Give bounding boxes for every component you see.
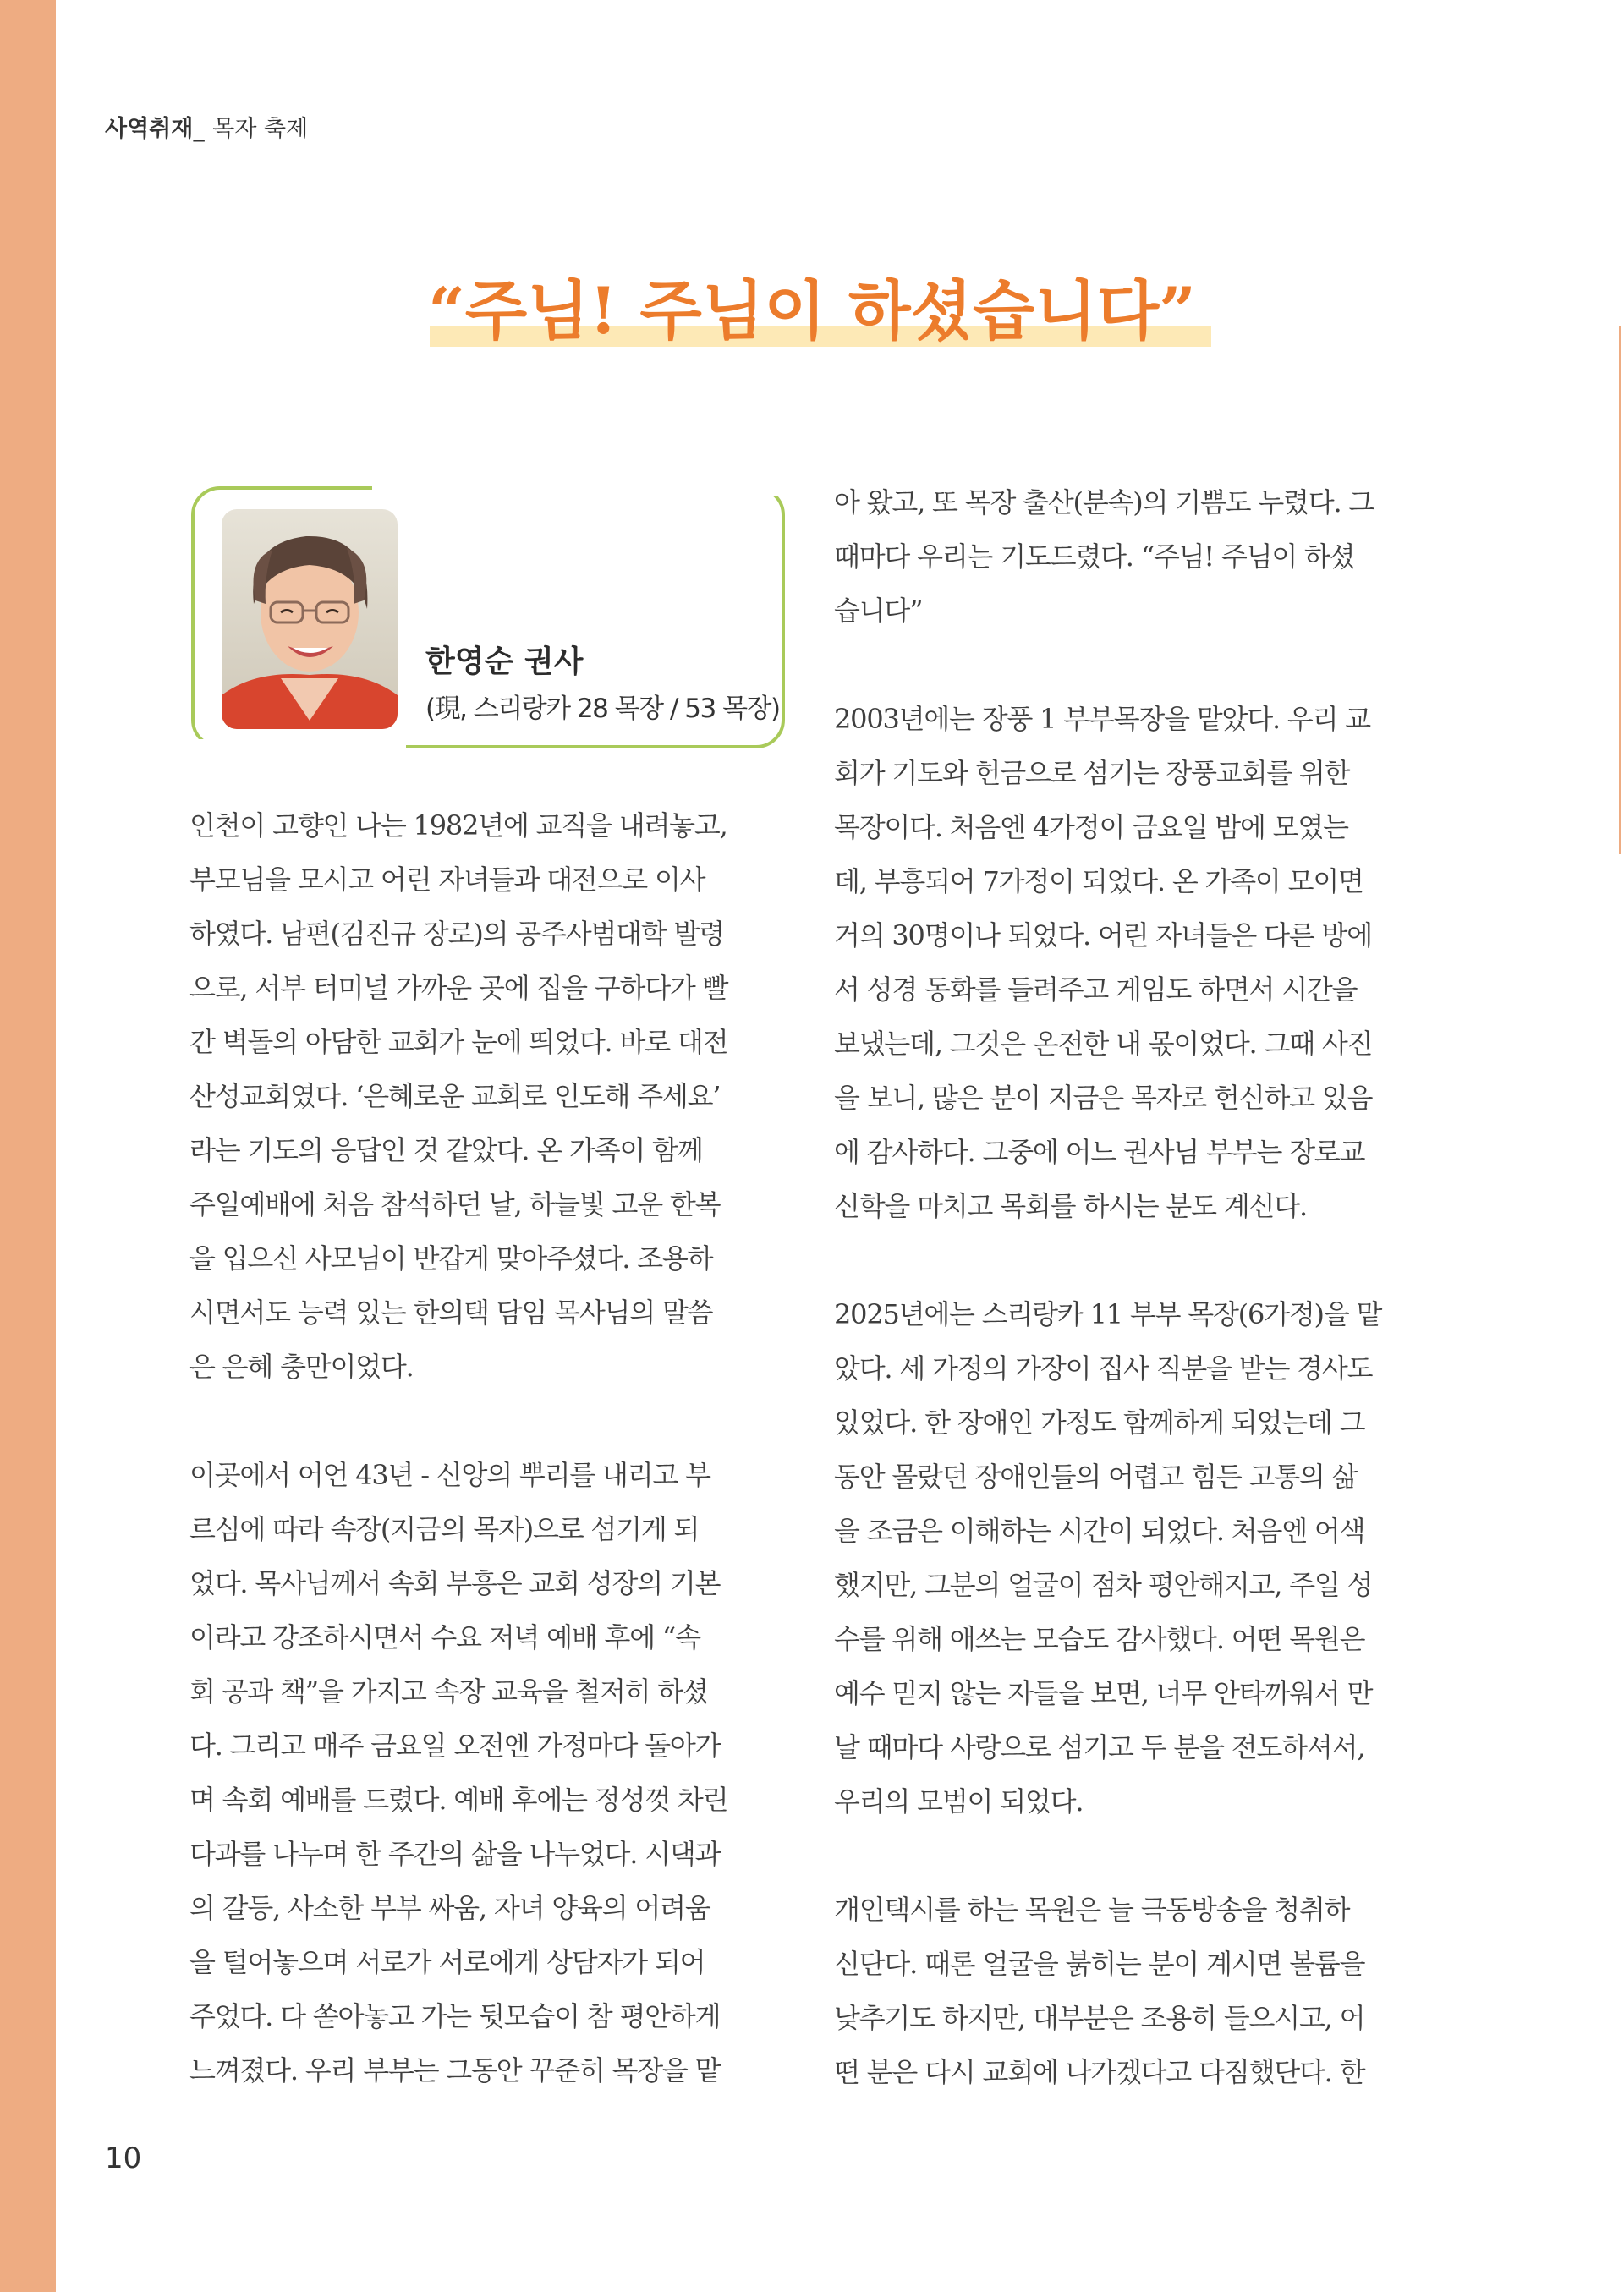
text-line: 간 벽돌의 아담한 교회가 눈에 띄었다. 바로 대전 — [189, 1026, 728, 1058]
text-line: 을 털어놓으며 서로가 서로에게 상담자가 되어 — [189, 1946, 705, 1978]
text-line: 라는 기도의 응답인 것 같았다. 온 가족이 함께 — [189, 1134, 703, 1166]
paragraph-break — [834, 1829, 1451, 1883]
text-line: 시면서도 능력 있는 한의택 담임 목사님의 말씀 — [189, 1297, 713, 1329]
text-line: 있었다. 한 장애인 가정도 함께하게 되었는데 그 — [834, 1406, 1365, 1439]
text-line: 신학을 마치고 목회를 하시는 분도 계신다. — [834, 1190, 1307, 1222]
article-column-left — [189, 798, 807, 2097]
text-line: 에 감사하다. 그중에 어느 권사님 부부는 장로교 — [834, 1136, 1365, 1168]
portrait-photo — [222, 509, 398, 729]
text-line: 은 은혜 충만이었다. — [189, 1351, 414, 1383]
text-line: 수를 위해 애쓰는 모습도 감사했다. 어떤 목원은 — [834, 1623, 1365, 1655]
profile-frame-gap-bottom — [169, 739, 406, 758]
text-line: 개인택시를 하는 목원은 늘 극동방송을 청취하 — [834, 1894, 1350, 1926]
article-column-right — [834, 475, 1451, 2099]
text-line: 인천이 고향인 나는 1982년에 교직을 내려놓고, — [189, 809, 727, 842]
text-line: 으로, 서부 터미널 가까운 곳에 집을 구하다가 빨 — [189, 972, 728, 1004]
right-edge-marker — [1619, 326, 1621, 854]
text-line: 습니다” — [834, 595, 923, 627]
text-line: 부모님을 모시고 어린 자녀들과 대전으로 이사 — [189, 864, 705, 896]
text-line: 을 보니, 많은 분이 지금은 목자로 헌신하고 있음 — [834, 1082, 1373, 1114]
profile-frame-gap-top — [372, 478, 812, 496]
text-line: 회 공과 책”을 가지고 속장 교육을 철저히 하셨 — [189, 1675, 708, 1708]
text-line: 신단다. 때론 얼굴을 붉히는 분이 계시면 볼륨을 — [834, 1948, 1365, 1980]
text-line: 았다. 세 가정의 가장이 집사 직분을 받는 경사도 — [834, 1352, 1373, 1385]
text-line: 회가 기도와 헌금으로 섬기는 장풍교회를 위한 — [834, 757, 1350, 789]
page-number: 10 — [105, 2141, 142, 2175]
text-line: 산성교회였다. ‘은혜로운 교회로 인도해 주세요’ — [189, 1080, 721, 1112]
text-line: 때마다 우리는 기도드렸다. “주님! 주님이 하셨 — [834, 540, 1355, 573]
text-line: 의 갈등, 사소한 부부 싸움, 자녀 양육의 어려움 — [189, 1892, 710, 1924]
text-line: 을 조금은 이해하는 시간이 되었다. 처음엔 어색 — [834, 1515, 1365, 1547]
paragraph-break — [834, 1233, 1451, 1287]
text-line: 날 때마다 사랑으로 섬기고 두 분을 전도하셔서, — [834, 1731, 1365, 1763]
paragraph-break — [834, 638, 1451, 692]
text-line: 낮추기도 하지만, 대부분은 조용히 들으시고, 어 — [834, 2002, 1365, 2034]
text-line: 데, 부흥되어 7가정이 되었다. 온 가족이 모이면 — [834, 865, 1363, 897]
section-header: 사역취재_ 목자 축제 — [105, 116, 309, 142]
text-line: 었다. 목사님께서 속회 부흥은 교회 성장의 기본 — [189, 1567, 721, 1599]
text-line: 며 속회 예배를 드렸다. 예배 후에는 정성껏 차린 — [189, 1784, 728, 1816]
text-line: 2025년에는 스리랑카 11 부부 목장(6가정)을 맡 — [834, 1298, 1382, 1330]
text-line: 을 입으신 사모님이 반갑게 맞아주셨다. 조용하 — [189, 1242, 713, 1275]
text-line: 이라고 강조하시면서 수요 저녁 예배 후에 “속 — [189, 1621, 700, 1653]
profile-name: 한영순 권사 — [425, 644, 584, 679]
text-line: 거의 30명이나 되었다. 어린 자녀들은 다른 방에 — [834, 919, 1372, 951]
text-line: 동안 몰랐던 장애인들의 어렵고 힘든 고통의 삶 — [834, 1461, 1358, 1493]
text-line: 이곳에서 어언 43년 - 신앙의 뿌리를 내리고 부 — [189, 1459, 710, 1491]
text-line: 떤 분은 다시 교회에 나가겠다고 다짐했단다. 한 — [834, 2056, 1365, 2088]
text-line: 르심에 따라 속장(지금의 목자)으로 섬기게 되 — [189, 1513, 700, 1545]
text-line: 했지만, 그분의 얼굴이 점차 평안해지고, 주일 성 — [834, 1569, 1373, 1601]
text-line: 보냈는데, 그것은 온전한 내 몫이었다. 그때 사진 — [834, 1028, 1373, 1060]
text-line: 다과를 나누며 한 주간의 삶을 나누었다. 시댁과 — [189, 1838, 721, 1870]
article-title: “주님! 주님이 하셨습니다” — [428, 273, 1196, 348]
title-block — [0, 269, 1624, 354]
text-line: 하였다. 남편(김진규 장로)의 공주사범대학 발령 — [189, 918, 724, 950]
text-line: 주일예배에 처음 참석하던 날, 하늘빛 고운 한복 — [189, 1188, 721, 1220]
text-line: 다. 그리고 매주 금요일 오전엔 가정마다 돌아가 — [189, 1730, 721, 1762]
text-line: 목장이다. 처음엔 4가정이 금요일 밤에 모였는 — [834, 811, 1348, 843]
profile-role: (現, 스리랑카 28 목장 / 53 목장) — [425, 694, 780, 724]
text-line: 아 왔고, 또 목장 출산(분속)의 기쁨도 누렸다. 그 — [834, 486, 1374, 518]
section-label: 사역취재 — [105, 116, 194, 142]
text-line: 예수 믿지 않는 자들을 보면, 너무 안타까워서 만 — [834, 1677, 1373, 1709]
paragraph-break — [189, 1394, 807, 1448]
text-line: 느껴졌다. 우리 부부는 그동안 꾸준히 목장을 맡 — [189, 2054, 721, 2086]
text-line: 서 성경 동화를 들려주고 게임도 하면서 시간을 — [834, 973, 1358, 1006]
text-line: 주었다. 다 쏟아놓고 가는 뒷모습이 참 평안하게 — [189, 2000, 721, 2032]
text-line: 우리의 모범이 되었다. — [834, 1785, 1084, 1818]
section-sublabel: 목자 축제 — [212, 116, 309, 142]
text-line: 2003년에는 장풍 1 부부목장을 맡았다. 우리 교 — [834, 703, 1370, 735]
